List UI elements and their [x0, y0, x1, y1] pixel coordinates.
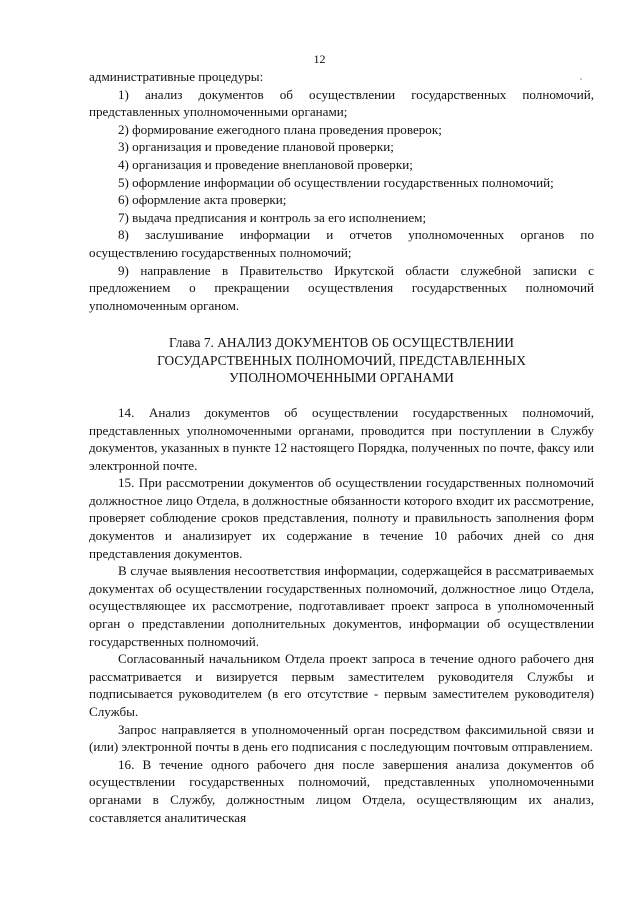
list-item-2: 2) формирование ежегодного плана проведения проверок; — [118, 121, 442, 137]
list-item-5: 5) оформление информации об осуществлении государственных полномочий; — [118, 174, 554, 190]
paragraph-15: 15. При рассмотрении документов об осуществлении государственных полномочий должностное лицо Отдела, в должностные обязанности которого входит их рассмотрение, проверяет соблюдение сроков представления, полноту и правильность заполнения форм документов и анализирует их содержание в течение 10 рабочих дней со дня представления документов. — [89, 475, 594, 561]
list-item-8: 8) заслушивание информации и отчетов уполномоченных органов по осуществлению государственных полномочий; — [89, 227, 594, 260]
paragraph-15-approval: Согласованный начальником Отдела проект запроса в течение одного рабочего дня рассматривается и визируется первым заместителем руководителя Службы и подписывается руководителем (в его отсутствие - первым заместителем руководителя) Службы. — [89, 651, 594, 720]
spacer — [89, 386, 594, 404]
document-body — [89, 68, 594, 826]
page-number: 12 — [313, 52, 326, 66]
paragraph-15-request: Запрос направляется в уполномоченный орган посредством факсимильной связи и (или) электронной почты в день его подписания с последующим почтовым отправлением. — [89, 721, 594, 755]
list-item-1: 1) анализ документов об осуществлении государственных полномочий, представленных уполномоченными органами; — [89, 86, 594, 120]
chapter-heading-line-3: УПОЛНОМОЧЕННЫМИ ОРГАНАМИ — [229, 369, 454, 385]
paragraph-14: 14. Анализ документов об осуществлении государственных полномочий, представленных уполномоченными органами, проводится при поступлении в Службу документов, указанных в пункте 12 настоящего Порядка, полученных по почте, факсу или электронной почте. — [89, 404, 594, 473]
list-item-3: 3) организация и проведение плановой проверки; — [118, 139, 394, 155]
paragraph-intro: административные процедуры: — [89, 69, 264, 84]
list-item-4: 4) организация и проведение внеплановой проверки; — [118, 156, 413, 172]
paragraph-16: 16. В течение одного рабочего дня после завершения анализа документов об осуществлении государственных полномочий, представленных уполномоченными органами в Службу, должностным лицом Отдела, осуществляющим их анализ, составляется аналитическая — [89, 756, 594, 825]
spacer — [89, 314, 594, 334]
list-item-7: 7) выдача предписания и контроль за его исполнением; — [118, 209, 427, 225]
chapter-heading — [89, 334, 594, 386]
paragraph-15-mismatch: В случае выявления несоответствия информации, содержащейся в рассматриваемых документах об осуществлении государственных полномочий, должностное лицо Отдела, осуществляющее их рассмотрение, подготавливает проект запроса в уполномоченный орган о представлении дополнительных документов, информации об осуществлении государственных полномочий. — [89, 563, 594, 649]
list-item-9: 9) направление в Правительство Иркутской области служебной записки с предложением о прекращении осуществления государственных полномочий уполномоченным органом. — [89, 262, 594, 313]
list-item-6: 6) оформление акта проверки; — [118, 192, 287, 208]
chapter-heading-line-1: Глава 7. АНАЛИЗ ДОКУМЕНТОВ ОБ ОСУЩЕСТВЛЕНИИ — [169, 335, 514, 351]
chapter-heading-line-2: ГОСУДАРСТВЕННЫХ ПОЛНОМОЧИЙ, ПРЕДСТАВЛЕННЫХ — [157, 352, 526, 368]
